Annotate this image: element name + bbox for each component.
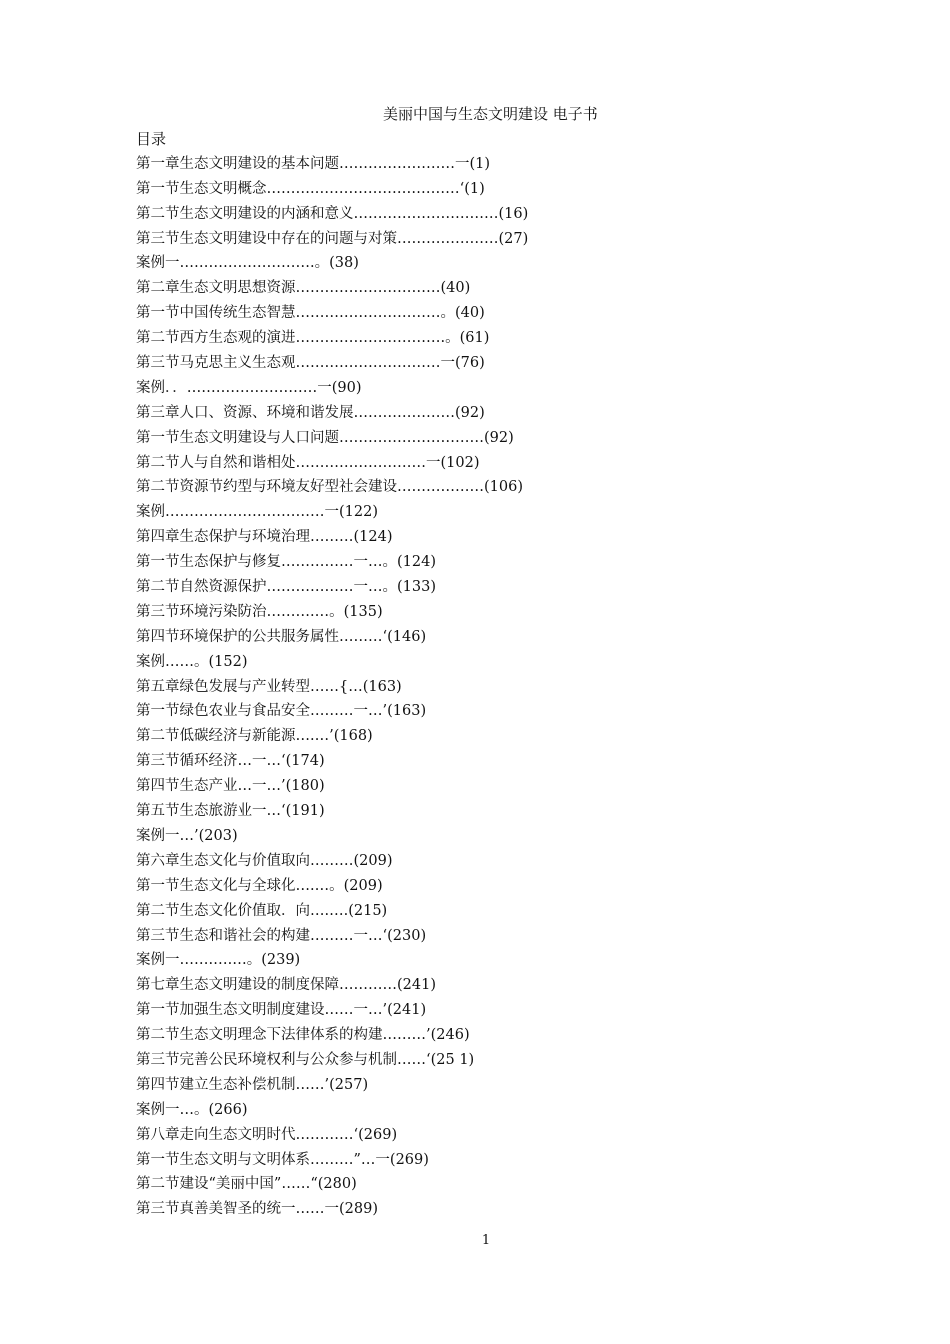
toc-entry: 第一节加强生态文明制度建设……一…’(241) bbox=[136, 1002, 427, 1019]
toc-entry: 第三节真善美智圣的统一……一(289) bbox=[136, 1201, 378, 1218]
toc-entry: 案例一…….….…。(239) bbox=[136, 952, 301, 969]
toc-entry: 第三节生态文明建设中存在的问题与对策…………………(27) bbox=[136, 230, 529, 247]
toc-entry: 第五节生态旅游业一…‘(191) bbox=[136, 803, 325, 820]
toc-entry: 第三节生态和谐社会的构建………一…‘(230) bbox=[136, 927, 427, 944]
toc-entry: 第一节生态文明概念……….…………………………‘(1) bbox=[136, 180, 485, 197]
page-number: 1 bbox=[481, 1233, 491, 1248]
toc-entry: 第一节生态文明与文明体系………”…一(269) bbox=[136, 1151, 429, 1168]
toc-entry: 第一节生态文化与全球化….…。(209) bbox=[136, 877, 383, 894]
toc-entry: 第四章生态保护与环境治理………(124) bbox=[136, 529, 393, 546]
toc-entry: 第七章生态文明建设的制度保障…………(241) bbox=[136, 977, 436, 994]
toc-entry: 第二节生态文明建设的内涵和意义…………………………(16) bbox=[136, 205, 529, 222]
toc-entry: 第一节生态保护与修复……………一…。(124) bbox=[136, 554, 436, 571]
toc-entry: 第四节建立生态补偿机制……’(257) bbox=[136, 1076, 369, 1093]
toc-entry: 案例……………………………一(122) bbox=[136, 504, 378, 521]
toc-entry: 案例一…’(203) bbox=[136, 827, 238, 844]
toc-entry: 第四节生态产业…一…’(180) bbox=[136, 778, 325, 795]
toc-entry: 第三节马克思主义生态观…………………………一(76) bbox=[136, 355, 485, 372]
toc-entry: 第二节生态文明理念下法律体系的构建………’(246) bbox=[136, 1027, 470, 1044]
toc-entry: 案例一…。(266) bbox=[136, 1101, 248, 1118]
document-title: 美丽中国与生态文明建设 电子书 bbox=[383, 105, 598, 123]
toc-entry: 第二节人与自然和谐相处………………………一(102) bbox=[136, 454, 480, 471]
toc-entry: 第二节建设“美丽中国”……“(280) bbox=[136, 1176, 357, 1193]
toc-entry: 第一节中国传统生态智慧…………………………。(40) bbox=[136, 305, 485, 322]
toc-list bbox=[136, 152, 836, 1222]
toc-entry: 第二节资源节约型与环境友好型社会建设………………(106) bbox=[136, 479, 523, 496]
toc-entry: 第二节自然资源保护………………一…。(133) bbox=[136, 579, 436, 596]
toc-entry: 第三节环境污染防治……….…。(135) bbox=[136, 603, 383, 620]
toc-entry: 第二章生态文明思想资源…………………………(40) bbox=[136, 280, 471, 297]
toc-entry: 第三章人口、资源、环境和谐发展…………………(92) bbox=[136, 404, 485, 421]
toc-entry: 第五章绿色发展与产业转型……{…(163) bbox=[136, 678, 402, 695]
toc-heading: 目录 bbox=[136, 130, 167, 148]
toc-entry: 第一章生态文明建设的基本问题……………………一(1) bbox=[136, 155, 491, 172]
toc-entry: 第一节绿色农业与食品安全………一…’(163) bbox=[136, 703, 427, 720]
toc-entry: 第一节生态文明建设与人口问题…………………………(92) bbox=[136, 429, 514, 446]
toc-entry: 第二节生态文化价值取．向….….(215) bbox=[136, 902, 388, 919]
table-of-contents bbox=[136, 127, 836, 1222]
toc-entry: 第二节低碳经济与新能源….…’(168) bbox=[136, 728, 373, 745]
toc-entry: 第二节西方生态观的演进………………………….。(61) bbox=[136, 330, 490, 347]
toc-entry: 第三节循环经济…一…‘(174) bbox=[136, 753, 325, 770]
toc-entry: 第三节完善公民环境权利与公众参与机制……‘(25 1) bbox=[136, 1051, 475, 1068]
toc-entry: 案例……。(152) bbox=[136, 653, 248, 670]
toc-entry: 第八章走向生态文明时代…………‘(269) bbox=[136, 1126, 398, 1143]
toc-entry: 第六章生态文化与价值取向………(209) bbox=[136, 852, 393, 869]
toc-entry: 案例一……………………….。(38) bbox=[136, 255, 359, 272]
toc-entry: 第四节环境保护的公共服务属性………‘(146) bbox=[136, 628, 427, 645]
toc-entry: 案例．．………………………一(90) bbox=[136, 379, 362, 396]
